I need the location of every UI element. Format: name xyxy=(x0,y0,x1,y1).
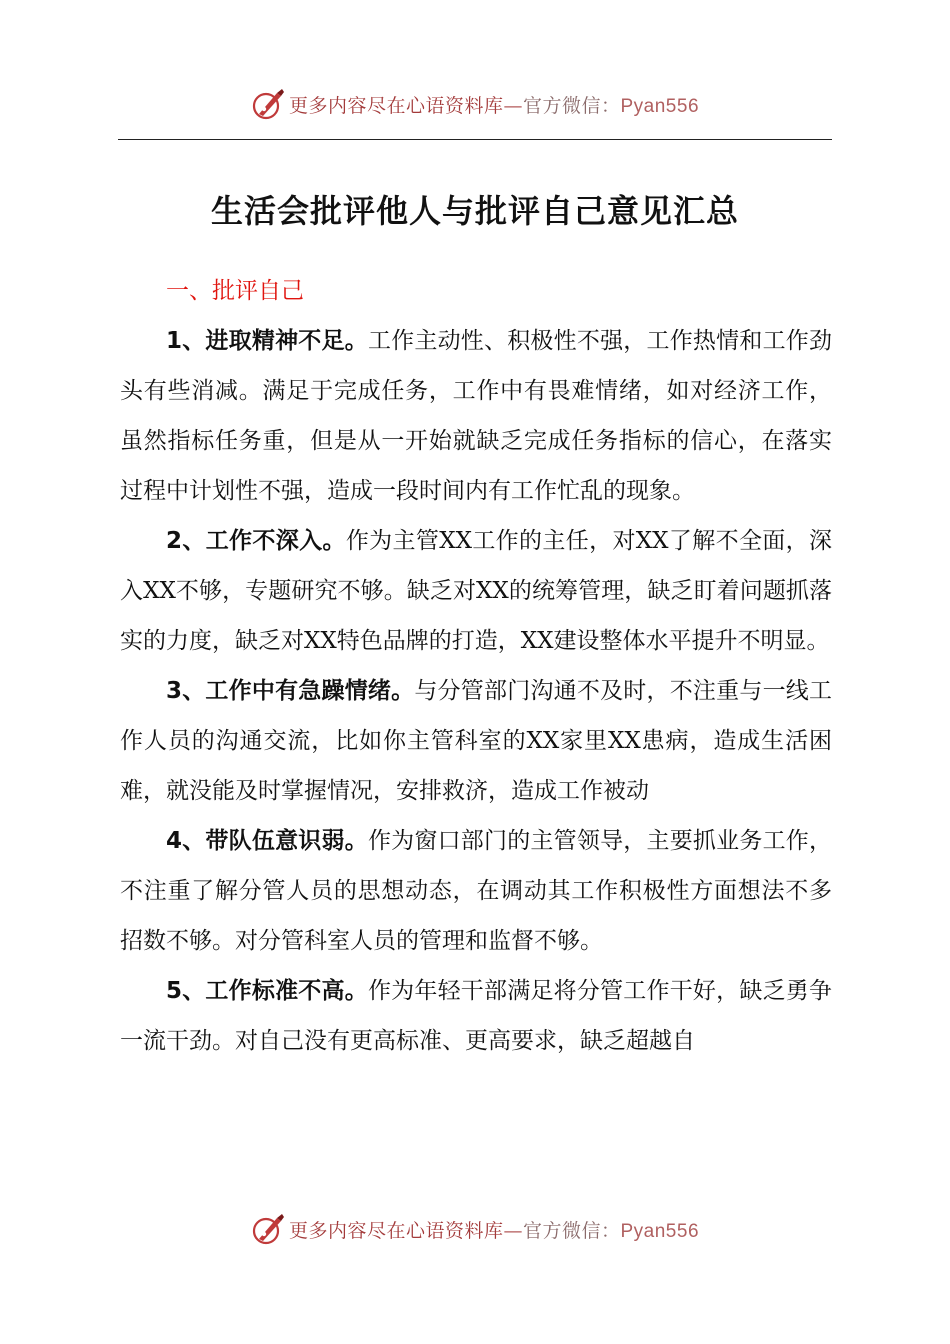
list-item xyxy=(120,316,832,516)
item-heading: 4、带队伍意识弱。 xyxy=(166,828,368,854)
item-heading: 5、工作标准不高。 xyxy=(166,978,368,1004)
item-heading: 2、工作不深入。 xyxy=(166,528,346,554)
banner-text: 更多内容尽在心语资料库—官方微信：Pyan556 xyxy=(288,94,700,117)
page-title: 生活会批评他人与批评自己意见汇总 xyxy=(210,192,739,230)
item-body: 作为年轻干部满足将分管工作干好，缺乏勇争一流干劲。对自己没有更高标准、更高要求，缺乏超越自 xyxy=(120,978,832,1054)
fountain-pen-logo-icon xyxy=(251,1212,285,1246)
list-item xyxy=(120,516,832,666)
item-body: 与分管部门沟通不及时，不注重与一线工作人员的沟通交流，比如你主管科室的XX家里XX患病，造成生活困难，就没能及时掌握情况，安排救济，造成工作被动 xyxy=(120,678,832,804)
document-body xyxy=(120,266,832,1066)
item-heading: 1、进取精神不足。 xyxy=(166,328,368,354)
header-banner xyxy=(0,84,950,124)
header-divider xyxy=(118,139,832,140)
banner-text: 更多内容尽在心语资料库—官方微信：Pyan556 xyxy=(288,1219,700,1242)
item-heading: 3、工作中有急躁情绪。 xyxy=(166,678,415,704)
item-body: 工作主动性、积极性不强，工作热情和工作劲头有些消减。满足于完成任务，工作中有畏难情绪，如对经济工作，虽然指标任务重，但是从一开始就缺乏完成任务指标的信心，在落实过程中计划性不强，造成一段时间内有工作忙乱的现象。 xyxy=(120,328,832,504)
list-item xyxy=(120,966,832,1066)
item-body: 作为主管XX工作的主任，对XX了解不全面，深入XX不够，专题研究不够。缺乏对XX的统筹管理，缺乏盯着问题抓落实的力度，缺乏对XX特色品牌的打造，XX建设整体水平提升不明显。 xyxy=(120,528,832,654)
footer-banner xyxy=(0,1209,950,1249)
list-item xyxy=(120,816,832,966)
item-body: 作为窗口部门的主管领导，主要抓业务工作，不注重了解分管人员的思想动态，在调动其工作积极性方面想法不多招数不够。对分管科室人员的管理和监督不够。 xyxy=(120,828,832,954)
section-heading: 一、批评自己 xyxy=(166,278,304,304)
list-item xyxy=(120,666,832,816)
fountain-pen-logo-icon xyxy=(251,87,285,121)
